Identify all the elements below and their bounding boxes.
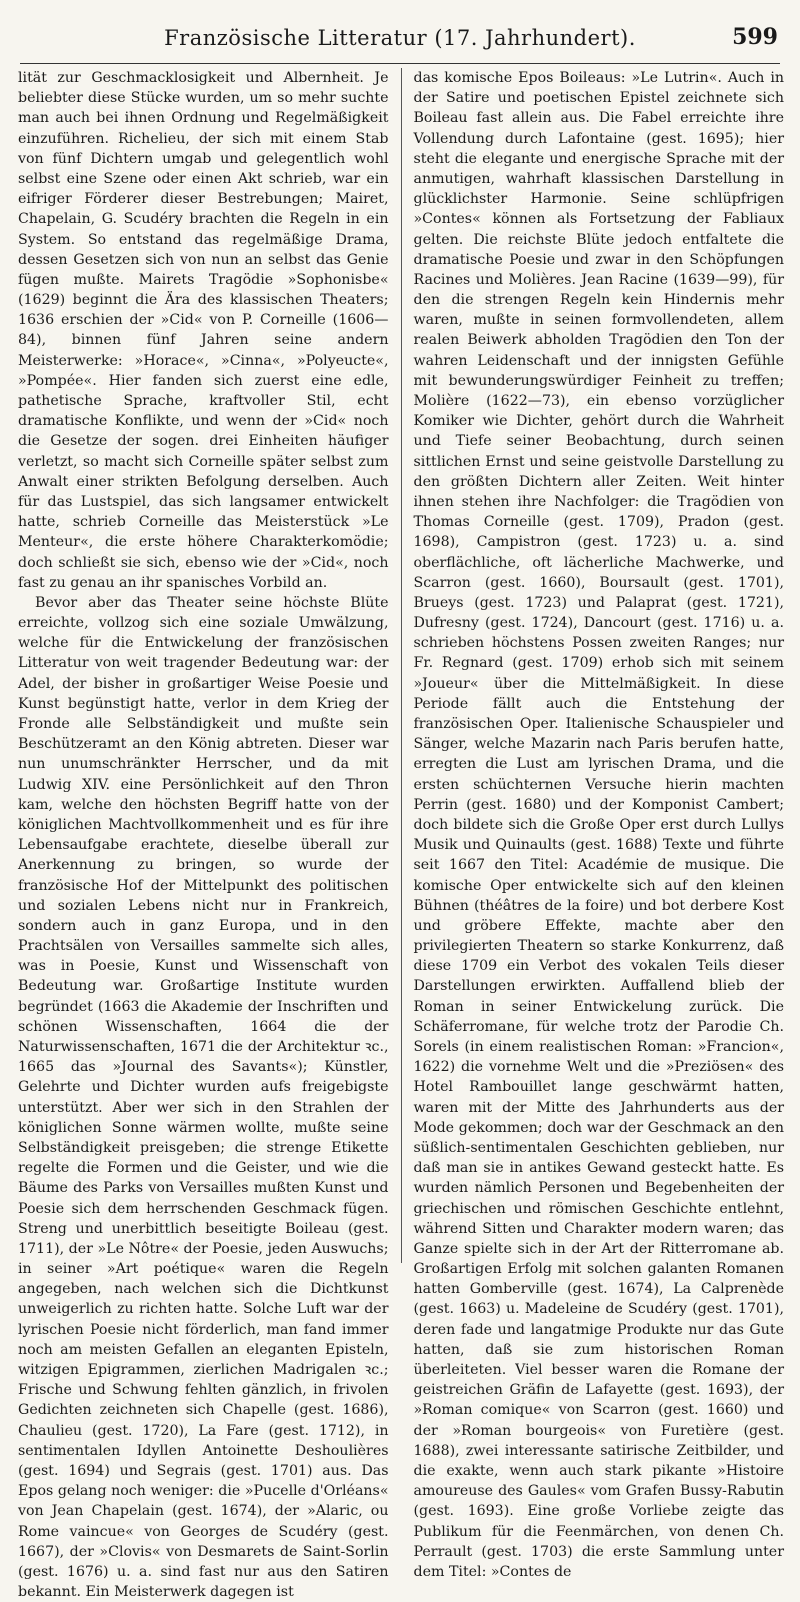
paragraph: lität zur Geschmacklosigkeit und Albernheit. Je beliebter diese Stücke wurden, um so mehr suchte man auch bei ihnen Ordnung und Regelmäßigkeit einzuführen. Richelieu, der sich mit einem Stab von fünf Dichtern umgab und gelegentlich wohl selbst eine Szene oder einen Akt schrieb, war ein eifriger Förderer dieser Bestrebungen; Mairet, Chapelain, G. Scudéry brachten die Regeln in ein System. So entstand das regelmäßige Drama, dessen Gesetzen sich von nun an selbst das Genie fügen mußte. Mairets Tragödie »Sophonisbe« (1629) beginnt die Ära des klassischen Theaters; 1636 erschien der »Cid« von P. Corneille (1606—84), binnen fünf Jahren seine andern Meisterwerke: »Horace«, »Cinna«, »Polyeucte«, »Pompée«. Hier fanden sich zuerst eine edle, pathetische Sprache, kraftvoller Stil, echt dramatische Konflikte, und wenn der »Cid« noch die Gesetze der sogen. drei Einheiten häufiger verletzt, so macht sich Corneille später selbst zum Anwalt einer strikten Befolgung derselben. Auch für das Lustspiel, das sich langsamer entwickelt hatte, schrieb Corneille das Meisterstück »Le Menteur«, die erste höhere Charakterkomödie; doch schließt sie sich, ebenso wie der »Cid«, noch fast zu genau an ihr spanisches Vorbild an. [18,70,389,591]
column-divider [401,68,402,1263]
header-rule [20,63,780,64]
running-title: Französische Litteratur (17. Jahrhundert). [164,26,636,50]
paragraph: Bevor aber das Theater seine höchste Blüte erreichte, vollzog sich eine soziale Umwälzung, welche für die Entwickelung der französischen Litteratur von weit tragender Bedeutung war: der Adel, der bisher in großartiger Weise Poesie und Kunst begünstigt hatte, verlor in dem Krieg der Fronde alle Selbständigkeit und mußte sein Beschützeramt an den König abtreten. Dieser war nun unumschränkter Herrscher, und da mit Ludwig XIV. eine Persönlichkeit auf den Thron kam, welche den höchsten Begriff hatte von der königlichen Machtvollkommenheit und es für ihre Lebensaufgabe erachtete, dieselbe überall zur Anerkennung zu bringen, so wurde der französische Hof der Mittelpunkt des politischen und sozialen Lebens nicht nur in Frankreich, sondern auch in ganz Europa, und in den Prachtsälen von Versailles sammelte sich alles, was in Poesie, Kunst und Wissenschaft von Bedeutung war. Großartige Institute wurden begründet (1663 die Akademie der Inschriften und schönen Wissenschaften, 1664 die der Naturwissenschaften, 1671 die der Architektur ꝛc., 1665 das »Journal des Savants«); Künstler, Gelehrte und Dichter wurden aufs freigebigste unterstützt. Aber wer sich in den Strahlen der königlichen Sonne wärmen wollte, mußte seine Selbständigkeit preisgeben; die strenge Etikette regelte die Formen und die Geister, und wie die Bäume des Parks von Versailles mußten Kunst und Poesie sich dem herrschenden Geschmack fügen. Streng und unerbittlich beseitigte Boileau (gest. 1711), der »Le Nôtre« der Poesie, jeden Auswuchs; in seiner »Art poétique« waren die Regeln angegeben, nach welchen sich die Dichtkunst unweigerlich zu richten hatte. Solche Luft war der lyrischen Poesie nicht förderlich, man fand immer noch am meisten Gefallen an eleganten Episteln, witzigen Epigrammen, zierlichen Madrigalen ꝛc.; Frische und Schwung fehlten gänzlich, in frivolen Gedichten zeichneten sich Chapelle (gest. 1686), Chaulieu (gest. 1720), La Fare (gest. 1712), in sentimentalen Idyllen Antoinette Deshoulières (gest. 1694) und Segrais (gest. 1701) aus. Das Epos gelang noch weniger: die »Pucelle d'Orléans« von Jean Chapelain (gest. 1674), der »Alaric, ou Rome vaincue« von Georges de Scudéry (gest. 1667), der »Clovis« von Desmarets de Saint-Sorlin (gest. 1676) u. a. sind fast nur aus den Satiren bekannt. Ein Meisterwerk dagegen ist [18,594,389,1601]
page-number: 599 [732,24,778,50]
page-header [0,18,800,58]
left-column [18,68,389,1601]
paragraph: das komische Epos Boileaus: »Le Lutrin«. Auch in der Satire und poetischen Epistel zeichnete sich Boileau fast allein aus. Die Fabel erreichte ihre Vollendung durch Lafontaine (gest. 1695); hier steht die elegante und energische Sprache mit der anmutigen, wahrhaft klassischen Darstellung in glücklichster Harmonie. Seine schlüpfrigen »Contes« können als Fortsetzung der Fabliaux gelten. Die reichste Blüte jedoch entfaltete die dramatische Poesie und zwar in den Schöpfungen Racines und Molières. Jean Racine (1639—99), für den die strengen Regeln kein Hindernis mehr waren, mußte in seinen formvollendeten, allem realen Beiwerk abholden Tragödien den Ton der wahren Leidenschaft und der innigsten Gefühle mit bewunderungswürdiger Feinheit zu treffen; Molière (1622—73), ein ebenso vorzüglicher Komiker wie Dichter, gehört durch die Wahrheit und Tiefe seiner Beobachtung, durch seinen sittlichen Ernst und seine geistvolle Darstellung zu den größten Dichtern aller Zeiten. Weit hinter ihnen stehen ihre Nachfolger: die Tragödien von Thomas Corneille (gest. 1709), Pradon (gest. 1698), Campistron (gest. 1723) u. a. sind oberflächliche, oft lächerliche Machwerke, und Scarron (gest. 1660), Boursault (gest. 1701), Brueys (gest. 1723) und Palaprat (gest. 1721), Dufresny (gest. 1724), Dancourt (gest. 1716) u. a. schrieben höchstens Possen zweiten Ranges; nur Fr. Regnard (gest. 1709) erhob sich mit seinem »Joueur« über die Mittelmäßigkeit. In diese Periode fällt auch die Entstehung der französischen Oper. Italienische Schauspieler und Sänger, welche Mazarin nach Paris berufen hatte, erregten die Lust am lyrischen Drama, und die ersten schüchternen Versuche hierin machten Perrin (gest. 1680) und der Komponist Cambert; doch bildete sich die Große Oper erst durch Lullys Musik und Quinaults (gest. 1688) Texte und führte seit 1667 den Titel: Académie de musique. Die komische Oper entwickelte sich auf den kleinen Bühnen (théâtres de la foire) und bot derbere Kost und gröbere Effekte, machte aber den privilegierten Theatern so starke Konkurrenz, daß diese 1709 ein Verbot des vokalen Teils dieser Darstellungen erwirkten. Auffallend blieb der Roman in seiner Entwickelung zurück. Die Schäferromane, für welche trotz der Parodie Ch. Sorels (in einem realistischen Roman: »Francion«, 1622) die vornehme Welt und die »Preziösen« des Hotel Rambouillet lange geschwärmt hatten, waren mit der Mitte des Jahrhunderts aus der Mode gekommen; doch war der Geschmack an den süßlich-sentimentalen Geschichten geblieben, nur daß man sie in antikes Gewand gesteckt hatte. Es wurden nämlich Personen und Begebenheiten der griechischen und römischen Geschichte entlehnt, während Sitten und Charakter modern waren; das Ganze spielte sich in der Art der Ritterromane ab. Großartigen Erfolg mit solchen galanten Romanen hatten Gomberville (gest. 1674), La Calprenède (gest. 1663) u. Madeleine de Scudéry (gest. 1701), deren fade und langatmige Produkte nur das Gute hatten, daß sie zum historischen Roman überleiteten. Viel besser waren die Romane der geistreichen Gräfin de Lafayette (gest. 1693), der »Roman comique« von Scarron (gest. 1660) und der »Roman bourgeois« von Furetière (gest. 1688), zwei interessante satirische Zeitbilder, und die exakte, wenn auch stark pikante »Histoire amoureuse des Gaules« vom Grafen Bussy-Rabutin (gest. 1693). Eine große Vorliebe zeigte das Publikum für die Feenmärchen, von denen Ch. Perrault (gest. 1703) die erste Sammlung unter dem Titel: »Contes de [413,70,784,1580]
text-columns [18,68,784,1601]
right-column [413,68,785,1580]
